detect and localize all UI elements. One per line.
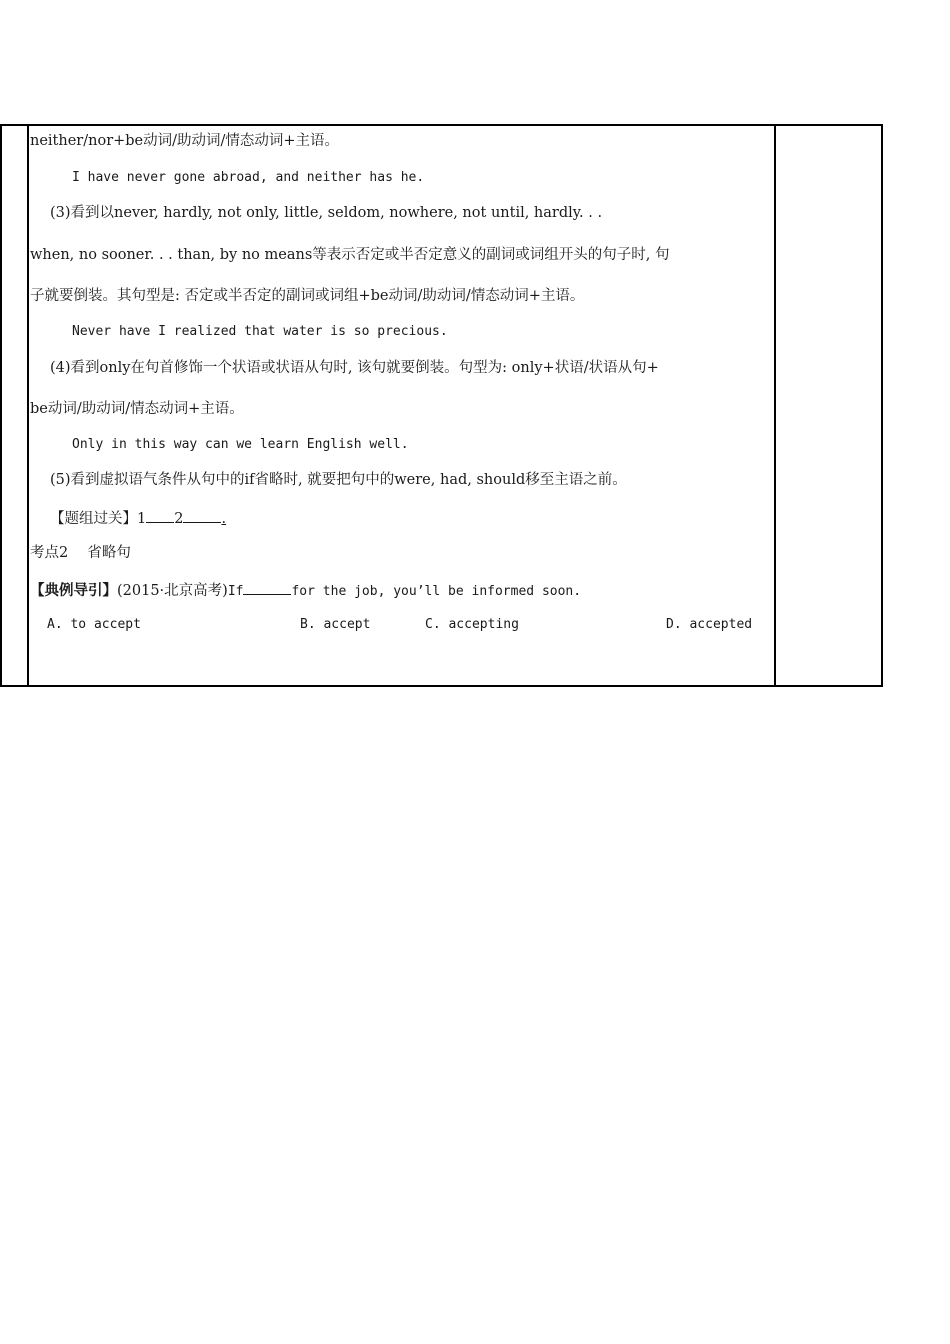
rule-4-line-2: be动词/助动词/情态动词+主语。	[30, 401, 244, 417]
table-left-divider	[27, 126, 29, 685]
example-sentence-3: Never have I realized that water is so precious.	[72, 324, 448, 339]
rule-5-line: (5)看到虚拟语气条件从句中的if省略时, 就要把句中的were, had, should移至主语之前。	[50, 472, 627, 488]
rule-3-line-1: (3)看到以never, hardly, not only, little, seldom, nowhere, not until, hardly. . .	[50, 205, 603, 221]
question-prefix: If	[227, 584, 244, 599]
rule-line-neither: neither/nor+be动词/助动词/情态动词+主语。	[30, 133, 340, 149]
option-b[interactable]: B. accept	[300, 617, 371, 632]
practice-label: 【题组过关】1	[50, 511, 147, 527]
option-c[interactable]: C. accepting	[425, 617, 519, 632]
option-a[interactable]: A. to accept	[47, 617, 141, 632]
example-source: (2015·北京高考)	[117, 583, 228, 599]
question-suffix: for the job, you’ll be informed soon.	[291, 584, 582, 599]
example-sentence-4: Only in this way can we learn English well.	[72, 437, 409, 452]
practice-blank-1[interactable]	[146, 508, 174, 523]
option-d[interactable]: D. accepted	[666, 617, 753, 632]
section-title: 考点2 省略句	[30, 545, 131, 561]
rule-3-line-2: when, no sooner. . . than, by no means等表示否定或半否定意义的副词或词组开头的句子时, 句	[30, 247, 670, 263]
practice-blank-2[interactable]	[183, 508, 221, 523]
question-blank[interactable]	[243, 580, 291, 595]
table-main-cell	[30, 126, 776, 689]
rule-4-line-1: (4)看到only在句首修饰一个状语或状语从句时, 该句就要倒装。句型为: only+状语/状语从句+	[50, 360, 659, 376]
example-sentence-1: I have never gone abroad, and neither has he.	[72, 170, 425, 185]
rule-3-line-3: 子就要倒装。其句型是: 否定或半否定的副词或词组+be动词/助动词/情态动词+主语。	[30, 288, 585, 304]
practice-end: .	[221, 511, 227, 527]
practice-line	[50, 508, 226, 528]
practice-num-2: 2	[174, 511, 184, 527]
example-label: 【典例导引】	[30, 582, 117, 599]
example-question	[30, 580, 581, 601]
content-table	[0, 124, 883, 687]
